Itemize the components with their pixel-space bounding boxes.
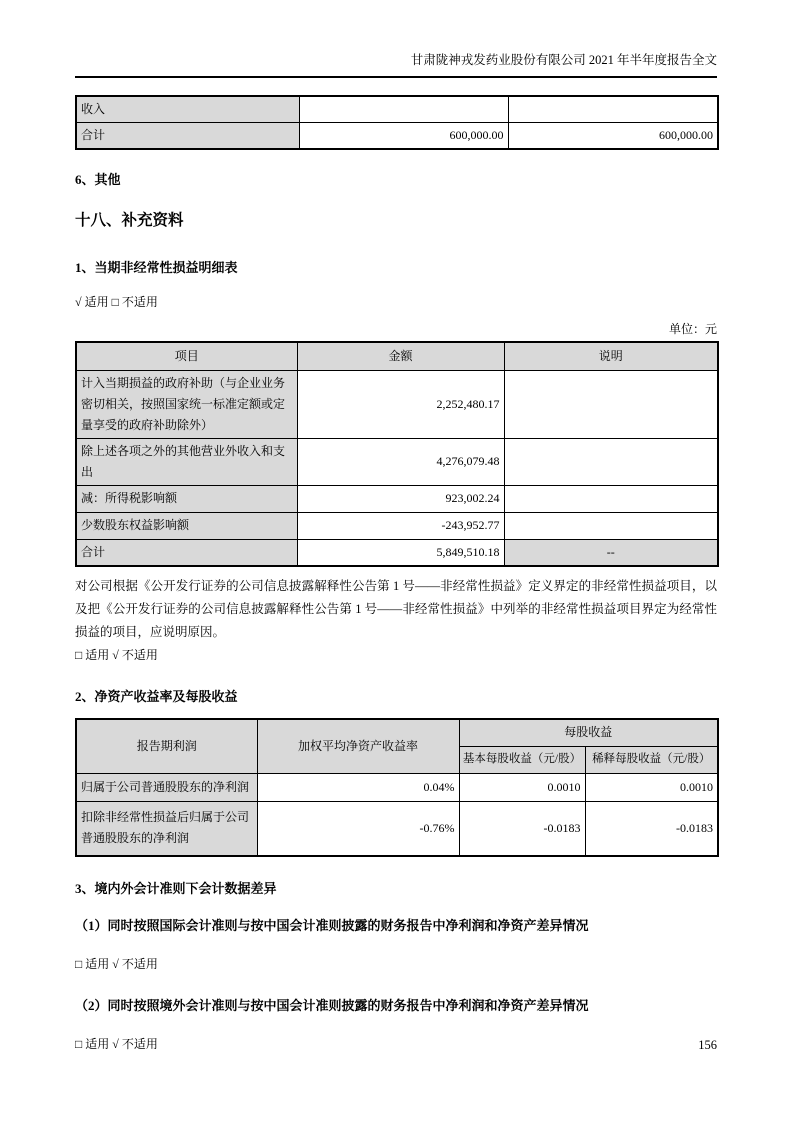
section-2-roe-eps-heading: 2、净资产收益率及每股收益: [75, 689, 238, 704]
basic-eps-cell: 0.0010: [459, 773, 585, 801]
applicability-line: □ 适用 √ 不适用: [75, 957, 158, 971]
note-cell: [504, 438, 718, 485]
unit-label: 单位：元: [668, 322, 717, 336]
table-header-row: [76, 719, 718, 746]
column-header-diluted-eps: 稀释每股收益（元/股）: [585, 746, 718, 773]
income-total-table: [75, 95, 719, 150]
report-title: 甘肃陇神戎发药业股份有限公司 2021 年半年度报告全文: [410, 53, 717, 67]
basic-eps-cell: -0.0183: [459, 801, 585, 856]
note-cell: --: [504, 539, 718, 566]
roe-cell: 0.04%: [257, 773, 459, 801]
total-row: [76, 539, 718, 566]
column-header-profit: 报告期利润: [76, 719, 257, 773]
table-row: [76, 370, 718, 438]
roe-eps-table: [75, 718, 719, 857]
nonrecurring-items-table: [75, 341, 719, 567]
item-cell: 扣除非经常性损益后归属于公司普通股股东的净利润: [76, 801, 257, 856]
note-cell: [504, 512, 718, 539]
column-header-roe: 加权平均净资产收益率: [257, 719, 459, 773]
roe-cell: -0.76%: [257, 801, 459, 856]
section-3-accounting-differences-heading: 3、境内外会计准则下会计数据差异: [75, 881, 277, 896]
note-cell: [504, 485, 718, 512]
amount-cell: 2,252,480.17: [297, 370, 504, 438]
value-cell: 600,000.00: [508, 123, 718, 150]
table-row: [76, 485, 718, 512]
note-cell: [504, 370, 718, 438]
applicability-line: □ 适用 √ 不适用: [75, 648, 158, 662]
amount-cell: 5,849,510.18: [297, 539, 504, 566]
section-3-2-heading: （2）同时按照境外会计准则与按中国会计准则披露的财务报告中净利润和净资产差异情况: [75, 998, 589, 1013]
amount-cell: -243,952.77: [297, 512, 504, 539]
row-label-cell: 合计: [76, 123, 299, 150]
section-3-1-heading: （1）同时按照国际会计准则与按中国会计准则披露的财务报告中净利润和净资产差异情况: [75, 918, 589, 933]
value-cell: [508, 96, 718, 123]
item-cell: 减：所得税影响额: [76, 485, 297, 512]
diluted-eps-cell: 0.0010: [585, 773, 718, 801]
item-cell: 合计: [76, 539, 297, 566]
section-6-other-heading: 6、其他: [75, 172, 121, 187]
column-header-basic-eps: 基本每股收益（元/股）: [459, 746, 585, 773]
table-row: [76, 773, 718, 801]
nonrecurring-explanation-paragraph: 对公司根据《公开发行证券的公司信息披露解释性公告第 1 号——非经常性损益》定义界定的非经常性损益项目，以及把《公开发行证券的公司信息披露解释性公告第 1 号——非经常性损益》中列举的非经常性损益项目界定为经常性损益的项目，应说明原因。: [75, 579, 717, 639]
applicability-line: √ 适用 □ 不适用: [75, 295, 158, 309]
section-1-nonrecurring-heading: 1、当期非经常性损益明细表: [75, 260, 238, 275]
table-row: [76, 512, 718, 539]
item-cell: 少数股东权益影响额: [76, 512, 297, 539]
diluted-eps-cell: -0.0183: [585, 801, 718, 856]
table-row: [76, 801, 718, 856]
column-header-eps-group: 每股收益: [459, 719, 718, 746]
table-row: [76, 438, 718, 485]
table-row: [76, 123, 718, 150]
page-number: 156: [698, 1038, 717, 1052]
applicability-line: □ 适用 √ 不适用: [75, 1037, 158, 1051]
table-header-row: [76, 342, 718, 370]
item-cell: 除上述各项之外的其他营业外收入和支出: [76, 438, 297, 485]
column-header-item: 项目: [76, 342, 297, 370]
row-label-cell: 收入: [76, 96, 299, 123]
item-cell: 归属于公司普通股股东的净利润: [76, 773, 257, 801]
value-cell: 600,000.00: [299, 123, 508, 150]
amount-cell: 923,002.24: [297, 485, 504, 512]
amount-cell: 4,276,079.48: [297, 438, 504, 485]
chapter-18-supplementary-heading: 十八、补充资料: [75, 212, 184, 229]
column-header-amount: 金额: [297, 342, 504, 370]
page-header: [75, 52, 717, 78]
column-header-note: 说明: [504, 342, 718, 370]
value-cell: [299, 96, 508, 123]
table-row: [76, 96, 718, 123]
item-cell: 计入当期损益的政府补助（与企业业务密切相关，按照国家统一标准定额或定量享受的政府补助除外）: [76, 370, 297, 438]
